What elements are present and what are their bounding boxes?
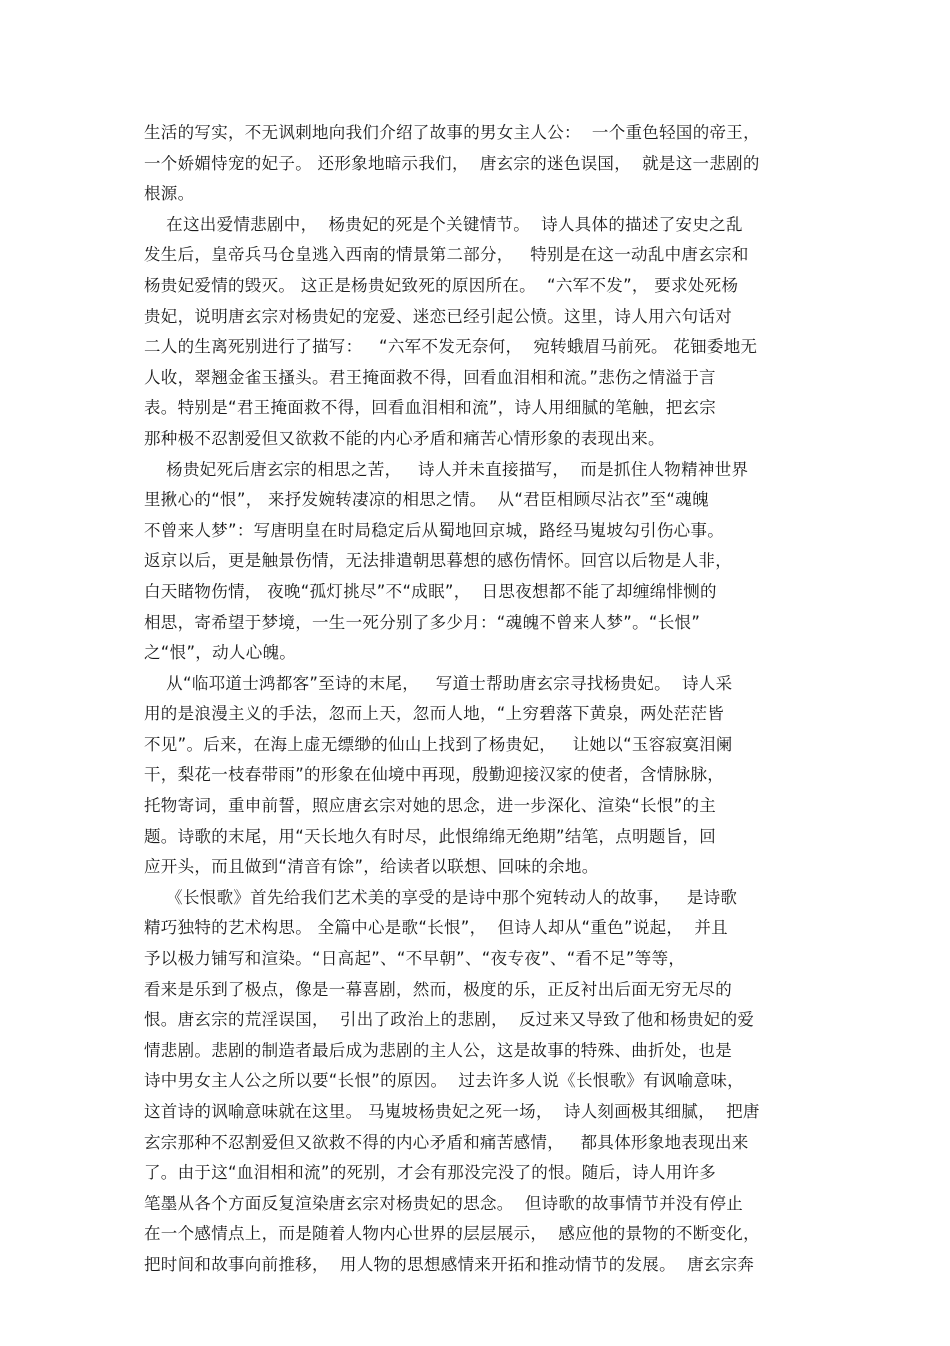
text-line: 了。由于这“血泪相和流”的死别，才会有那没完没了的恨。随后，诗人用许多	[144, 1163, 717, 1183]
text-line: 杨贵妃爱情的毁灭。 这正是杨贵妃致死的原因所在。 “六军不发”， 要求处死杨	[144, 275, 739, 295]
text-line: 贵妃，说明唐玄宗对杨贵妃的宠爱、迷恋已经引起公愤。这里，诗人用六句话对	[144, 306, 732, 326]
text-line: 之“恨”，动人心魄。	[144, 643, 297, 663]
text-line: 里揪心的“恨”， 来抒发婉转凄凉的相思之情。 从“君臣相顾尽沾衣”至“魂魄	[144, 490, 709, 510]
text-line: 生活的写实，不无讽刺地向我们介绍了故事的男女主人公： 一个重色轻国的帝王，	[144, 123, 760, 142]
text-line: 那种极不忍割爱但又欲救不能的内心矛盾和痛苦心情形象的表现出来。	[144, 428, 665, 448]
text-line: 恨。唐玄宗的荒淫误国， 引出了政治上的悲剧， 反过来又导致了他和杨贵妃的爱	[144, 1010, 755, 1030]
text-line: 一个娇媚恃宠的妃子。 还形象地暗示我们， 唐玄宗的迷色误国， 就是这一悲剧的	[144, 153, 760, 173]
text-line: 笔墨从各个方面反复渲染唐玄宗对杨贵妃的思念。 但诗歌的故事情节并没有停止	[144, 1193, 744, 1213]
text-line: 返京以后，更是触景伤情，无法排遣朝思暮想的感伤情怀。回宫以后物是人非，	[144, 551, 732, 571]
text-line: 发生后，皇帝兵马仓皇逃入西南的情景第二部分， 特别是在这一动乱中唐玄宗和	[144, 245, 749, 265]
text-line: 予以极力铺写和渲染。“日高起”、“不早朝”、“夜专夜”、“看不足”等等，	[144, 949, 686, 969]
text-line: 应开头，而且做到“清音有馀”，给读者以联想、回味的余地。	[144, 857, 599, 877]
text-line: 在这出爱情悲剧中， 杨贵妃的死是个关键情节。 诗人具体的描述了安史之乱	[144, 214, 743, 234]
text-line: 托物寄词，重申前誓，照应唐玄宗对她的思念，进一步深化、渲染“长恨”的主	[144, 796, 717, 816]
text-line: 不曾来人梦”：写唐明皇在时局稳定后从蜀地回京城，路经马嵬坡勾引伤心事。	[144, 520, 725, 540]
text-line: 相思，寄希望于梦境，一生一死分别了多少月：“魂魄不曾来人梦”。“长恨”	[144, 612, 701, 632]
text-line: 从“临邛道士鸿都客”至诗的末尾， 写道士帮助唐玄宗寻找杨贵妃。 诗人采	[144, 673, 733, 693]
body-text	[144, 118, 814, 1281]
text-line: 干，梨花一枝春带雨”的形象在仙境中再现，殷勤迎接汉家的使者，含情脉脉，	[144, 765, 725, 785]
text-line: 玄宗那种不忍割爱但又欲救不得的内心矛盾和痛苦感情， 都具体形象地表现出来	[144, 1132, 749, 1152]
text-line: 《长恨歌》首先给我们艺术美的享受的是诗中那个宛转动人的故事， 是诗歌	[144, 887, 738, 907]
text-line: 情悲剧。悲剧的制造者最后成为悲剧的主人公，这是故事的特殊、曲折处，也是	[144, 1040, 732, 1060]
text-line: 根源。	[144, 184, 195, 204]
text-line: 不见”。后来，在海上虚无缥缈的仙山上找到了杨贵妃， 让她以“玉容寂寞泪阑	[144, 734, 733, 754]
text-line: 表。特别是“君王掩面救不得，回看血泪相和流”，诗人用细腻的笔触，把玄宗	[144, 398, 717, 418]
text-line: 题。诗歌的末尾，用“天长地久有时尽，此恨绵绵无绝期”结笔，点明题旨，回	[144, 826, 717, 846]
text-line: 用的是浪漫主义的手法，忽而上天，忽而人地，“上穷碧落下黄泉，两处茫茫皆	[144, 704, 725, 724]
text-line: 看来是乐到了极点，像是一幕喜剧，然而，极度的乐，正反衬出后面无穷无尽的	[144, 979, 732, 999]
text-line: 精巧独特的艺术构思。 全篇中心是歌“长恨”， 但诗人却从“重色”说起， 并且	[144, 918, 728, 938]
text-line: 人收，翠翘金雀玉搔头。君王掩面救不得，回看血泪相和流。”悲伤之情溢于言	[144, 367, 716, 387]
text-line: 白天睹物伤情， 夜晚“孤灯挑尽”不“成眠”， 日思夜想都不能了却缠绵悱恻的	[144, 581, 717, 601]
text-line: 这首诗的讽喻意味就在这里。 马嵬坡杨贵妃之死一场， 诗人刻画极其细腻， 把唐	[144, 1102, 760, 1121]
text-line: 二人的生离死别进行了描写： “六军不发无奈何， 宛转蛾眉马前死。 花钿委地无	[144, 337, 758, 357]
text-line: 诗中男女主人公之所以要“长恨”的原因。 过去许多人说《长恨歌》有讽喻意味，	[144, 1071, 744, 1091]
text-line: 杨贵妃死后唐玄宗的相思之苦， 诗人并未直接描写， 而是抓住人物精神世界	[144, 459, 749, 479]
text-line: 把时间和故事向前推移， 用人物的思想感情来开拓和推动情节的发展。 唐玄宗奔	[144, 1254, 755, 1274]
text-line: 在一个感情点上，而是随着人物内心世界的层层展示， 感应他的景物的不断变化，	[144, 1224, 760, 1244]
